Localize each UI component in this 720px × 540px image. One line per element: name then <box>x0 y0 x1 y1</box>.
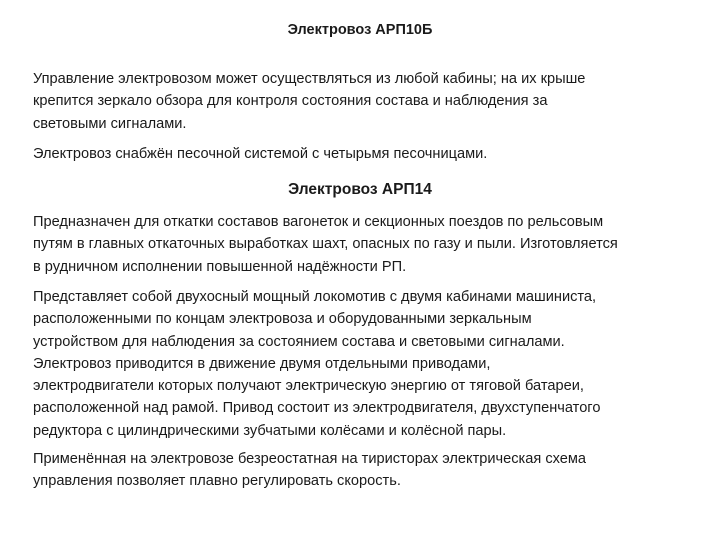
section-title-arp10b: Электровоз АРП10Б <box>287 22 433 38</box>
text-line: Электровоз снабжён песочной системой с четырьмя песочницами. <box>33 146 488 162</box>
text-line: Применённая на электровозе безреостатная на тиристорах электрическая схема <box>33 451 587 467</box>
paragraph-sand-system <box>33 143 708 165</box>
text-line: расположенными по концам электровоза и оборудованными зеркальным <box>33 311 532 328</box>
text-line: расположенной над рамой. Привод состоит из электродвигателя, двухступенчатого <box>33 400 601 417</box>
text-line: в рудничном исполнении повышенной надёжности РП. <box>33 258 407 275</box>
text-line: управления позволяет плавно регулировать скорость. <box>33 473 401 490</box>
text-line: Представляет собой двухосный мощный локомотив с двумя кабинами машиниста, <box>33 289 597 305</box>
text-line: путям в главных откаточных выработках шахт, опасных по газу и пыли. Изготовляется <box>33 236 618 253</box>
text-line: Управление электровозом может осуществляться из любой кабины; на их крыше <box>33 71 586 87</box>
text-line: редуктора с цилиндрическими зубчатыми колёсами и колёсной пары. <box>33 422 507 439</box>
text-line: электродвигатели которых получают электрическую энергию от тяговой батареи, <box>33 378 584 395</box>
section-title-arp14: Электровоз АРП14 <box>288 181 432 198</box>
text-line: световыми сигналами. <box>33 115 187 132</box>
text-line: Предназначен для откатки составов вагонеток и секционных поездов по рельсовым <box>33 214 604 230</box>
text-line: Электровоз приводится в движение двумя отдельными приводами, <box>33 355 491 372</box>
text-line: крепится зеркало обзора для контроля состояния состава и наблюдения за <box>33 93 548 110</box>
paragraph-design <box>33 286 708 442</box>
paragraph-purpose <box>33 211 708 278</box>
paragraph-cab-control <box>33 68 708 135</box>
paragraph-control-circuit <box>33 448 708 493</box>
text-line: устройством для наблюдения за состоянием состава и световыми сигналами. <box>33 333 565 350</box>
